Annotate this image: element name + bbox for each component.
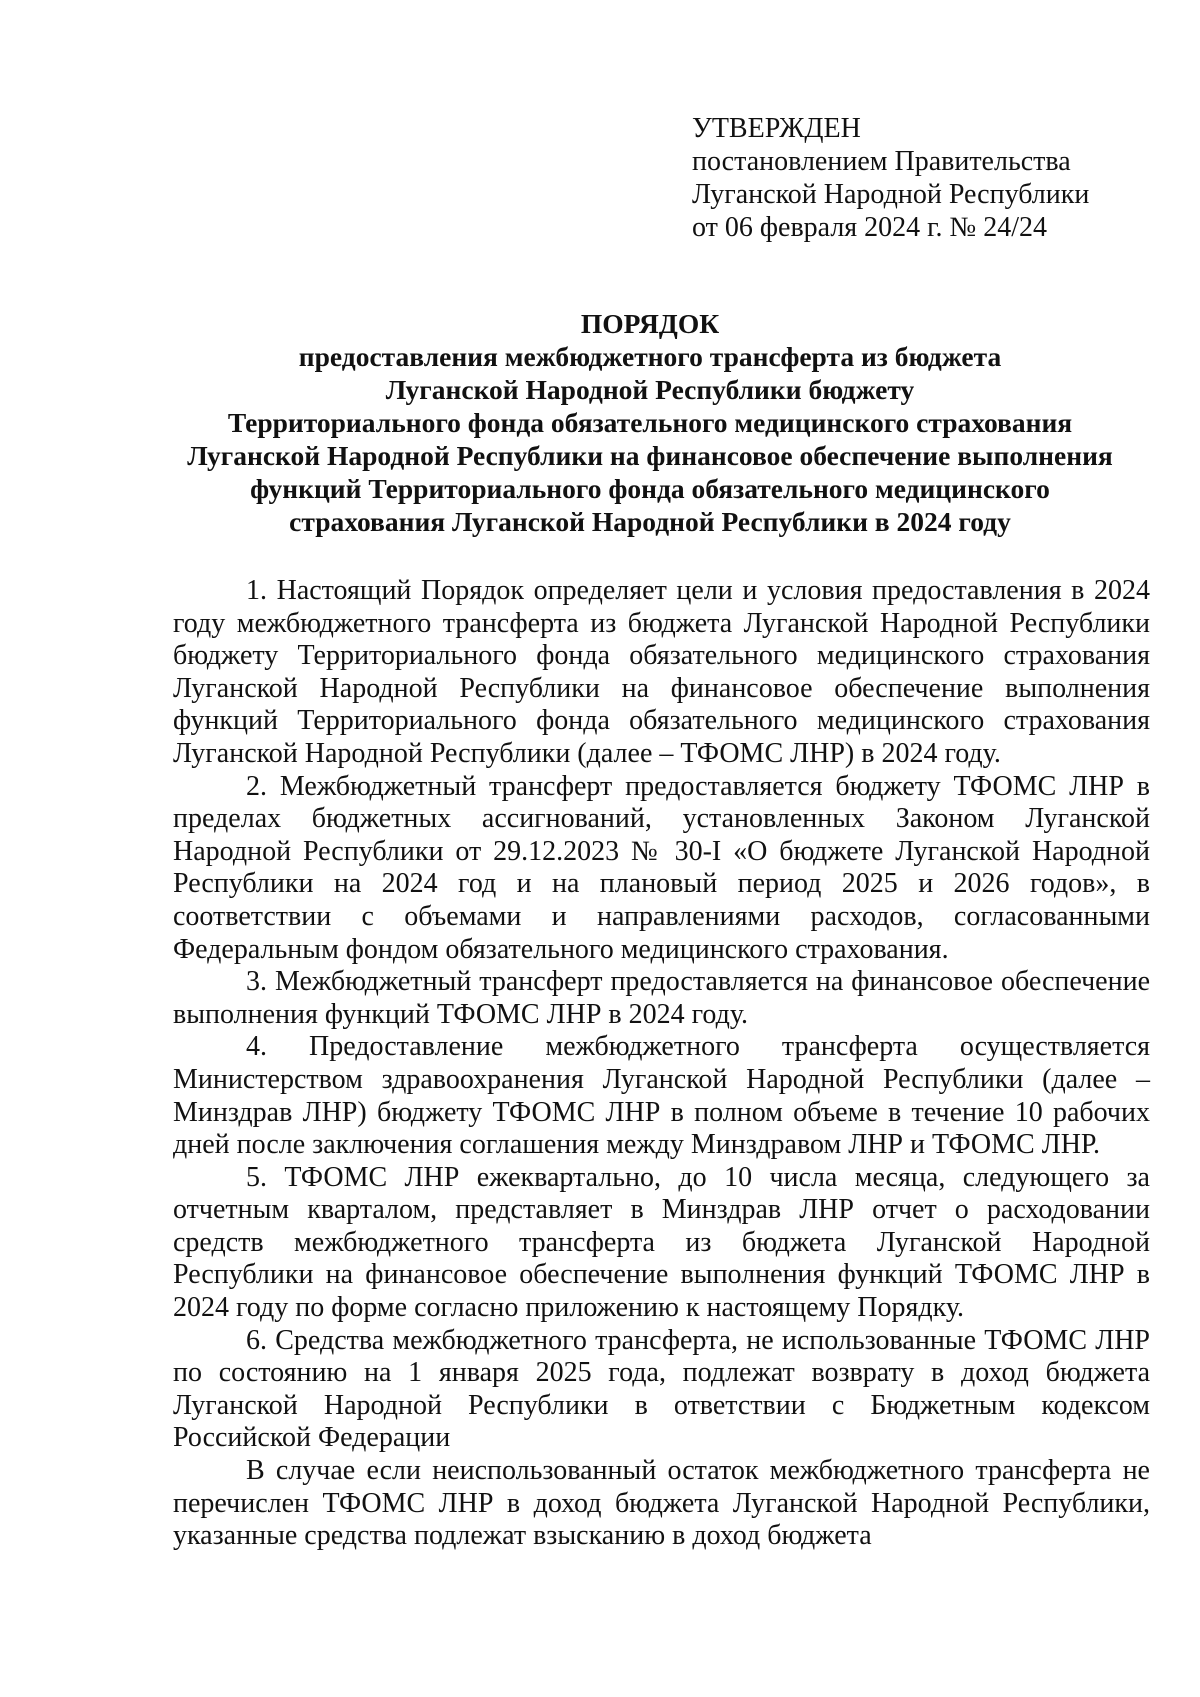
title-line: Луганской Народной Республики на финансовое обеспечение выполнения [187,440,1113,471]
approval-line-resolution: постановлением Правительства [692,146,1071,177]
title-heading: ПОРЯДОК [580,308,720,339]
paragraph-6: 6. Средства межбюджетного трансферта, не использованные ТФОМС ЛНР по состоянию на 1 января 2025 года, подлежат возврату в доход бюджета Луганской Народной Республики в ответствии с Бюджетным кодексом Российской Федерации [173,1324,1150,1454]
approval-line-approved: УТВЕРЖДЕН [692,113,861,144]
paragraph-6-continuation: В случае если неиспользованный остаток межбюджетного трансферта не перечислен ТФОМС ЛНР в доход бюджета Луганской Народной Республики, указанные средства подлежат взысканию в доход бюджета [173,1455,1150,1552]
document-title [150,307,1150,538]
title-line: Луганской Народной Республики бюджету [385,374,915,405]
title-line: функций Территориального фонда обязательного медицинского [250,473,1050,504]
paragraph-2: 2. Межбюджетный трансферт предоставляется бюджету ТФОМС ЛНР в пределах бюджетных ассигнований, установленных Законом Луганской Народной Республики от 29.12.2023 № 30-I «О бюджете Луганской Народной Республики на 2024 год и на плановый период 2025 и 2026 годов», в соответствии с объемами и направлениями расходов, согласованными Федеральным фондом обязательного медицинского страхования. [173,770,1150,965]
title-line: Территориального фонда обязательного медицинского страхования [227,407,1073,438]
title-line: страхования Луганской Народной Республики в 2024 году [289,506,1011,537]
approval-stamp [692,112,1089,244]
document-body [173,575,1150,1553]
paragraph-5: 5. ТФОМС ЛНР ежеквартально, до 10 числа месяца, следующего за отчетным кварталом, представляет в Минздрав ЛНР отчет о расходовании средств межбюджетного трансферта из бюджета Луганской Народной Республики на финансовое обеспечение выполнения функций ТФОМС ЛНР в 2024 году по форме согласно приложению к настоящему Порядку. [173,1161,1150,1324]
title-line: предоставления межбюджетного трансферта из бюджета [298,341,1002,372]
approval-line-republic: Луганской Народной Республики [692,179,1090,210]
paragraph-4: 4. Предоставление межбюджетного трансферта осуществляется Министерством здравоохранения Луганской Народной Республики (далее – Минздрав ЛНР) бюджету ТФОМС ЛНР в полном объеме в течение 10 рабочих дней после заключения соглашения между Минздравом ЛНР и ТФОМС ЛНР. [173,1031,1150,1161]
paragraph-3: 3. Межбюджетный трансферт предоставляется на финансовое обеспечение выполнения функций ТФОМС ЛНР в 2024 году. [173,966,1150,1030]
approval-line-date-number: от 06 февраля 2024 г. № 24/24 [692,212,1048,243]
paragraph-1: 1. Настоящий Порядок определяет цели и условия предоставления в 2024 году межбюджетного трансферта из бюджета Луганской Народной Республики бюджету Территориального фонда обязательного медицинского страхования Луганской Народной Республики на финансовое обеспечение выполнения функций Территориального фонда обязательного медицинского страхования Луганской Народной Республики (далее – ТФОМС ЛНР) в 2024 году. [173,575,1150,769]
